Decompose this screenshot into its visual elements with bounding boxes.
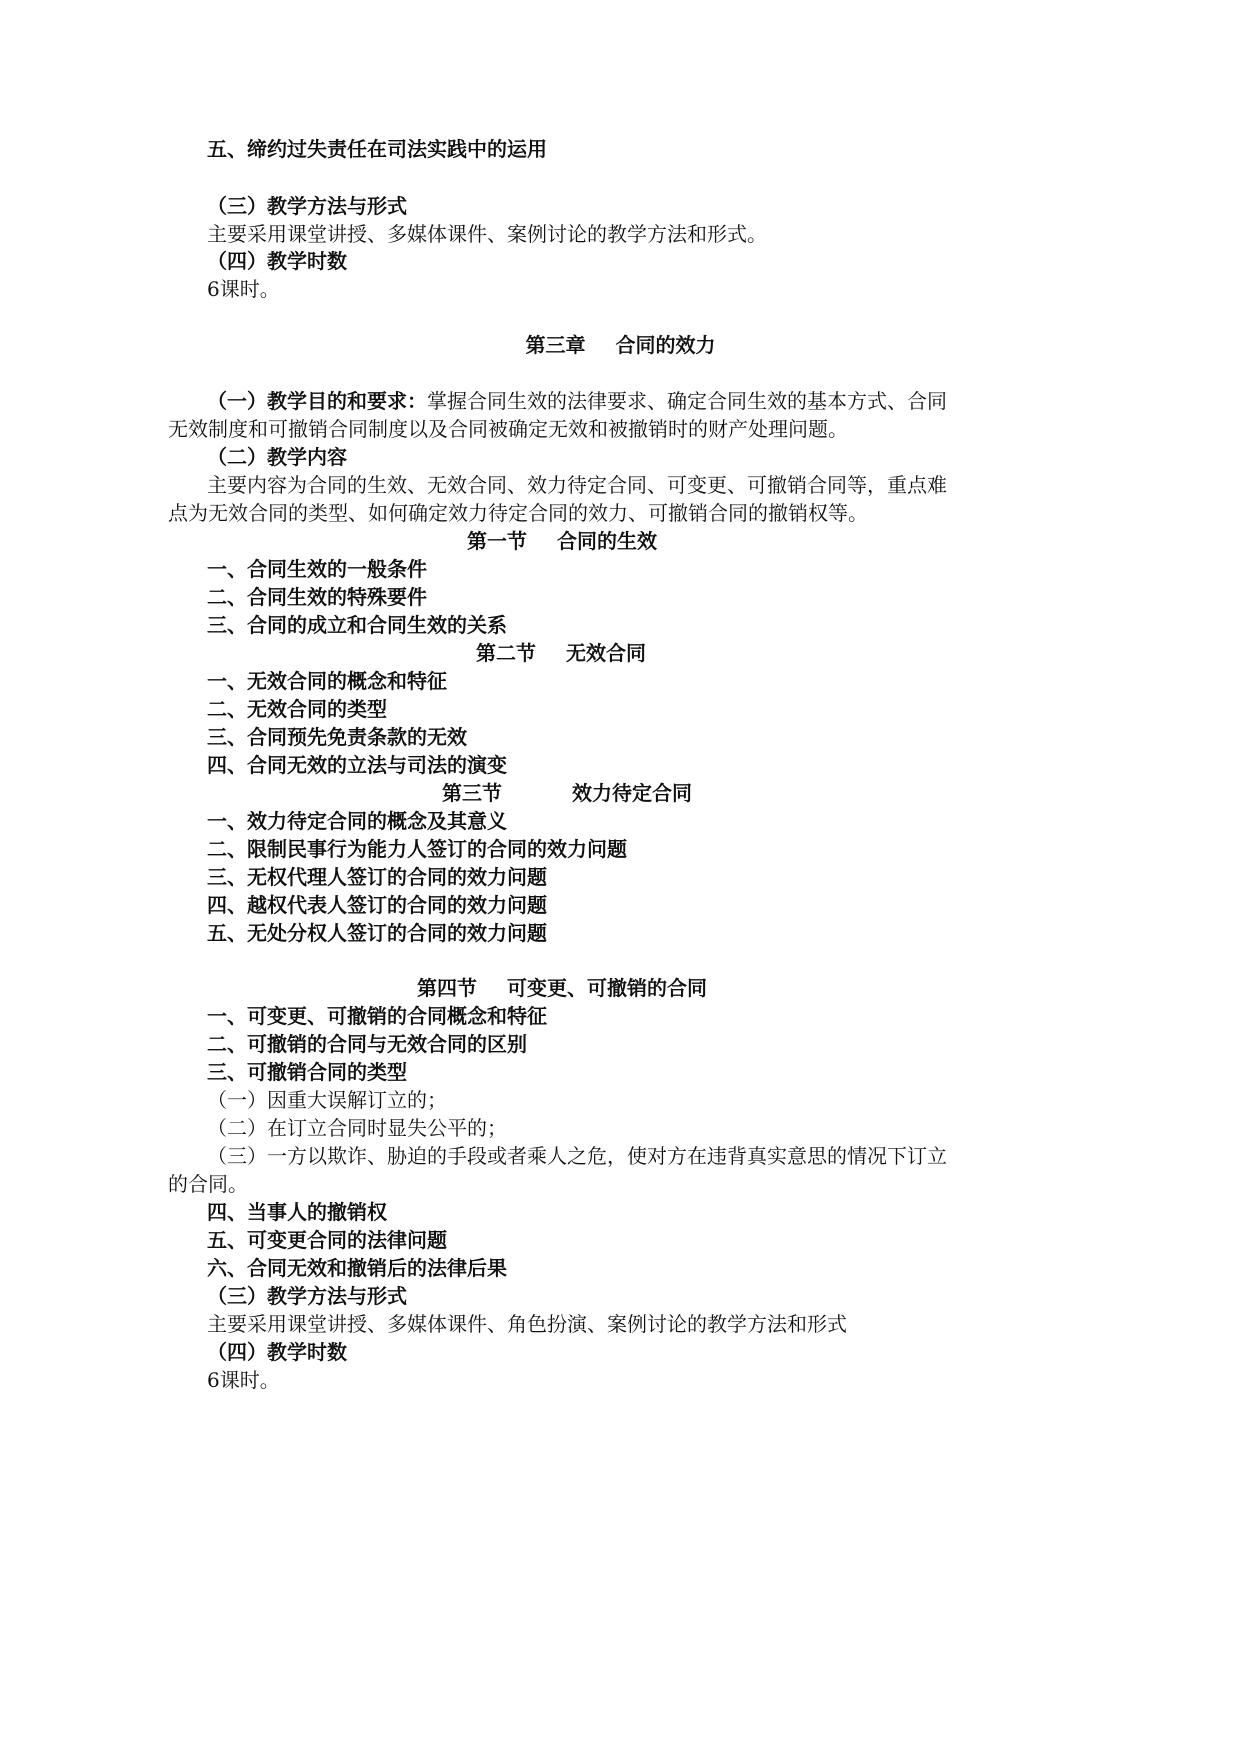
list-item: 四、当事人的撤销权 xyxy=(207,1200,387,1224)
sub-list-item-continued: 的合同。 xyxy=(168,1172,248,1196)
list-item: 一、效力待定合同的概念及其意义 xyxy=(207,809,507,833)
hours-heading: （四）教学时数 xyxy=(207,1340,347,1364)
list-item: 一、可变更、可撤销的合同概念和特征 xyxy=(207,1004,547,1028)
content-text-1: 主要内容为合同的生效、无效合同、效力待定合同、可变更、可撤销合同等，重点难 xyxy=(207,473,947,497)
prev-methods-heading: （三）教学方法与形式 xyxy=(207,194,407,218)
section-2-number: 第二节 xyxy=(476,641,536,665)
prev-hours-text: 6课时。 xyxy=(207,277,280,301)
section-2-title xyxy=(476,639,646,667)
list-item: 一、无效合同的概念和特征 xyxy=(207,669,447,693)
section-3-name: 效力待定合同 xyxy=(572,781,692,805)
sub-list-item: （一）因重大误解订立的； xyxy=(207,1088,447,1112)
section-3-number: 第三节 xyxy=(442,781,502,805)
chapter-title xyxy=(0,331,1241,359)
methods-text: 主要采用课堂讲授、多媒体课件、角色扮演、案例讨论的教学方法和形式 xyxy=(207,1312,847,1336)
list-item: 三、合同的成立和合同生效的关系 xyxy=(207,613,507,637)
chapter-number: 第三章 xyxy=(525,333,586,357)
prev-methods-text: 主要采用课堂讲授、多媒体课件、案例讨论的教学方法和形式。 xyxy=(207,222,767,246)
hours-text: 6课时。 xyxy=(207,1368,280,1392)
sub-list-item: （二）在订立合同时显失公平的； xyxy=(207,1116,507,1140)
objectives-line-2: 无效制度和可撤销合同制度以及合同被确定无效和被撤销时的财产处理问题。 xyxy=(168,417,848,441)
section-4-name: 可变更、可撤销的合同 xyxy=(507,976,707,1000)
list-item: 四、合同无效的立法与司法的演变 xyxy=(207,753,507,777)
methods-heading: （三）教学方法与形式 xyxy=(207,1284,407,1308)
list-item: 五、无处分权人签订的合同的效力问题 xyxy=(207,921,547,945)
list-item: 六、合同无效和撤销后的法律后果 xyxy=(207,1256,507,1280)
content-text-2: 点为无效合同的类型、如何确定效力待定合同的效力、可撤销合同的撤销权等。 xyxy=(168,501,868,525)
list-item: 二、可撤销的合同与无效合同的区别 xyxy=(207,1032,527,1056)
section-1-name: 合同的生效 xyxy=(557,529,657,553)
chapter-name: 合同的效力 xyxy=(615,333,716,357)
list-item: 一、合同生效的一般条件 xyxy=(207,557,427,581)
prev-item-5: 五、缔约过失责任在司法实践中的运用 xyxy=(207,137,547,161)
section-4-title xyxy=(417,974,707,1002)
section-1-title xyxy=(467,527,657,555)
section-4-number: 第四节 xyxy=(417,976,477,1000)
section-3-title xyxy=(442,779,692,807)
objectives-label: （一）教学目的和要求： xyxy=(207,389,427,413)
list-item: 二、无效合同的类型 xyxy=(207,697,387,721)
section-2-name: 无效合同 xyxy=(566,641,646,665)
list-item: 三、可撤销合同的类型 xyxy=(207,1060,407,1084)
sub-list-item: （三）一方以欺诈、胁迫的手段或者乘人之危，使对方在违背真实意思的情况下订立 xyxy=(207,1144,947,1168)
list-item: 三、无权代理人签订的合同的效力问题 xyxy=(207,865,547,889)
list-item: 三、合同预先免责条款的无效 xyxy=(207,725,467,749)
list-item: 四、越权代表人签订的合同的效力问题 xyxy=(207,893,547,917)
list-item: 二、限制民事行为能力人签订的合同的效力问题 xyxy=(207,837,627,861)
prev-hours-heading: （四）教学时数 xyxy=(207,249,347,273)
content-heading: （二）教学内容 xyxy=(207,445,347,469)
objectives-text-1: 掌握合同生效的法律要求、确定合同生效的基本方式、合同 xyxy=(427,389,947,413)
objectives-line-1 xyxy=(207,387,947,415)
list-item: 二、合同生效的特殊要件 xyxy=(207,585,427,609)
section-1-number: 第一节 xyxy=(467,529,527,553)
list-item: 五、可变更合同的法律问题 xyxy=(207,1228,447,1252)
